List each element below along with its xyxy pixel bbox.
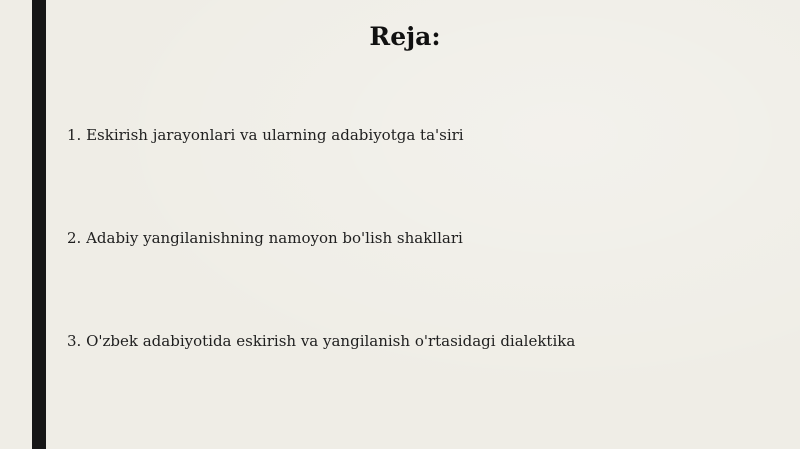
- accent-bar: [32, 0, 46, 449]
- plan-item-3: 3. O'zbek adabiyotida eskirish va yangilanish o'rtasidagi dialektika: [67, 332, 576, 350]
- plan-item-2: 2. Adabiy yangilanishning namoyon bo'lish shakllari: [67, 229, 463, 247]
- slide-title: Reja:: [369, 22, 441, 51]
- plan-item-1: 1. Eskirish jarayonlari va ularning adabiyotga ta'siri: [67, 126, 464, 144]
- plan-list: [67, 0, 767, 449]
